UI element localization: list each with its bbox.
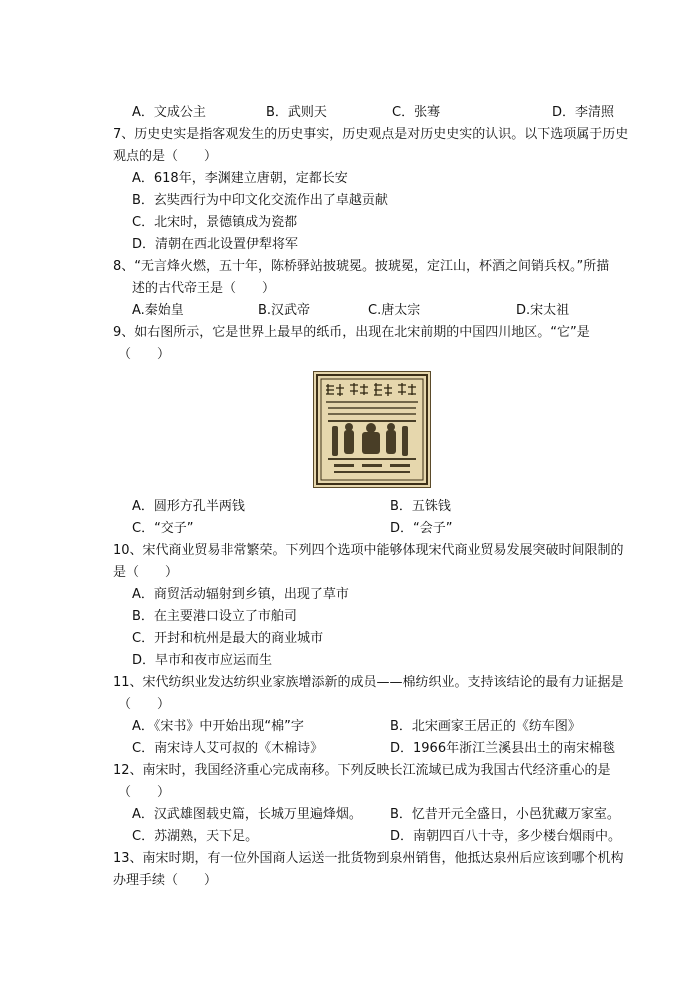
q7-option-d: D．清朝在西北设置伊犁将军 <box>132 237 299 252</box>
jiaozi-banknote-image <box>313 371 431 488</box>
q11-option-b: B．北宋画家王居正的《纺车图》 <box>390 719 581 734</box>
q11-stem: 11、宋代纺织业发达纺织业家族增添新的成员——棉纺织业。支持该结论的最有力证据是 <box>113 675 624 690</box>
q13-stem-cont: 办理手续（ ） <box>113 873 218 888</box>
q6-option-a: A．文成公主 <box>132 105 206 120</box>
q12-option-d: D．南朝四百八十寺，多少楼台烟雨中。 <box>390 829 622 844</box>
q9-option-b: B．五铢钱 <box>390 499 451 514</box>
q12-stem-cont: （ ） <box>118 785 171 800</box>
q6-option-c: C．张骞 <box>392 105 441 120</box>
q6-option-d: D．李清照 <box>552 105 615 120</box>
q12-option-b: B．忆昔开元全盛日，小邑犹藏万家室。 <box>390 807 620 822</box>
q10-option-b: B．在主要港口设立了市舶司 <box>132 609 297 624</box>
q8-stem: 8、“无言烽火燃，五十年，陈桥驿站披琥冕。披琥冕，定江山，杯酒之间销兵权。”所描 <box>113 259 610 274</box>
q8-option-c: C.唐太宗 <box>368 303 421 318</box>
q8-option-d: D.宋太祖 <box>516 303 570 318</box>
q7-option-a: A．618年，李渊建立唐朝，定都长安 <box>132 171 348 186</box>
q7-option-c: C．北宋时，景德镇成为瓷都 <box>132 215 298 230</box>
q13-stem: 13、南宋时期，有一位外国商人运送一批货物到泉州销售，他抵达泉州后应该到哪个机构 <box>113 851 624 866</box>
q12-stem: 12、南宋时，我国经济重心完成南移。下列反映长江流域已成为我国古代经济重心的是 <box>113 763 611 778</box>
q12-option-a: A．汉武雄图载史篇，长城万里遍烽烟。 <box>132 807 362 822</box>
q6-option-b: B．武则天 <box>266 105 327 120</box>
q11-stem-cont: （ ） <box>118 697 171 712</box>
q8-option-b: B.汉武帝 <box>258 303 311 318</box>
q10-option-a: A．商贸活动辐射到乡镇，出现了草市 <box>132 587 349 602</box>
q9-option-d: D．“会子” <box>390 521 453 536</box>
q10-option-d: D．早市和夜市应运而生 <box>132 653 273 668</box>
q10-stem: 10、宋代商业贸易非常繁荣。下列四个选项中能够体现宋代商业贸易发展突破时间限制的 <box>113 543 624 558</box>
q7-stem-cont: 观点的是（ ） <box>113 149 218 164</box>
q7-stem: 7、历史史实是指客观发生的历史事实，历史观点是对历史史实的认识。以下选项属于历史 <box>113 127 629 142</box>
q9-stem: 9、如右图所示，它是世界上最早的纸币，出现在北宋前期的中国四川地区。“它”是 <box>113 325 590 340</box>
q11-option-d: D．1966年浙江兰溪县出土的南宋棉毯 <box>390 741 616 756</box>
q9-stem-cont: （ ） <box>118 347 171 362</box>
q10-stem-cont: 是（ ） <box>113 565 179 580</box>
q7-option-b: B．玄奘西行为中印文化交流作出了卓越贡献 <box>132 193 388 208</box>
q11-option-a: A．《宋书》中开始出现“棉”字 <box>132 719 304 734</box>
q10-option-c: C．开封和杭州是最大的商业城市 <box>132 631 324 646</box>
q9-option-a: A．圆形方孔半两钱 <box>132 499 245 514</box>
q11-option-c: C．南宋诗人艾可叔的《木棉诗》 <box>132 741 324 756</box>
q12-option-c: C．苏湖熟，天下足。 <box>132 829 259 844</box>
q8-stem-cont: 述的古代帝王是（ ） <box>132 281 276 296</box>
q9-option-c: C．“交子” <box>132 521 194 536</box>
q8-option-a: A.秦始皇 <box>132 303 184 318</box>
jiaozi-banknote-illustration <box>314 372 430 487</box>
